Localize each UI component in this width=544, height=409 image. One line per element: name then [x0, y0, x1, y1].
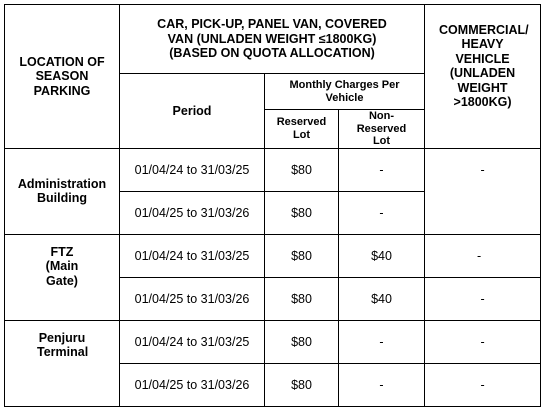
reserved-cell: $80 — [265, 277, 339, 320]
period-cell: 01/04/24 to 31/03/25 — [120, 148, 265, 191]
commercial-cell: - — [425, 320, 541, 363]
period-cell: 01/04/24 to 31/03/25 — [120, 320, 265, 363]
commercial-cell: - — [425, 234, 541, 277]
location-cell: FTZ (Main Gate) — [5, 234, 120, 320]
table-row — [5, 320, 541, 363]
reserved-cell: $80 — [265, 148, 339, 191]
non-reserved-cell: $40 — [339, 234, 425, 277]
season-parking-table — [4, 4, 541, 407]
period-header: Period — [120, 74, 265, 149]
table-row — [5, 148, 541, 191]
reserved-cell: $80 — [265, 234, 339, 277]
reserved-lot-header: Reserved Lot — [265, 110, 339, 149]
non-reserved-cell: - — [339, 320, 425, 363]
non-reserved-cell: - — [339, 191, 425, 234]
non-reserved-cell: - — [339, 148, 425, 191]
period-cell: 01/04/25 to 31/03/26 — [120, 363, 265, 406]
period-cell: 01/04/24 to 31/03/25 — [120, 234, 265, 277]
reserved-cell: $80 — [265, 320, 339, 363]
reserved-cell: $80 — [265, 363, 339, 406]
location-cell: Penjuru Terminal — [5, 320, 120, 406]
location-cell: Administration Building — [5, 148, 120, 234]
period-cell: 01/04/25 to 31/03/26 — [120, 277, 265, 320]
non-reserved-cell: $40 — [339, 277, 425, 320]
car-group-header: CAR, PICK-UP, PANEL VAN, COVERED VAN (UNLADEN WEIGHT ≤1800KG) (BASED ON QUOTA ALLOCATION) — [120, 5, 425, 74]
commercial-cell: - — [425, 148, 541, 234]
commercial-cell: - — [425, 277, 541, 320]
reserved-cell: $80 — [265, 191, 339, 234]
monthly-charges-header: Monthly Charges Per Vehicle — [265, 74, 425, 110]
commercial-header: COMMERCIAL/ HEAVY VEHICLE (UNLADEN WEIGHT >1800KG) — [425, 5, 541, 149]
location-header: LOCATION OF SEASON PARKING — [5, 5, 120, 149]
non-reserved-cell: - — [339, 363, 425, 406]
non-reserved-lot-header: Non-Reserved Lot — [339, 110, 425, 149]
period-cell: 01/04/25 to 31/03/26 — [120, 191, 265, 234]
commercial-cell: - — [425, 363, 541, 406]
table-row — [5, 234, 541, 277]
